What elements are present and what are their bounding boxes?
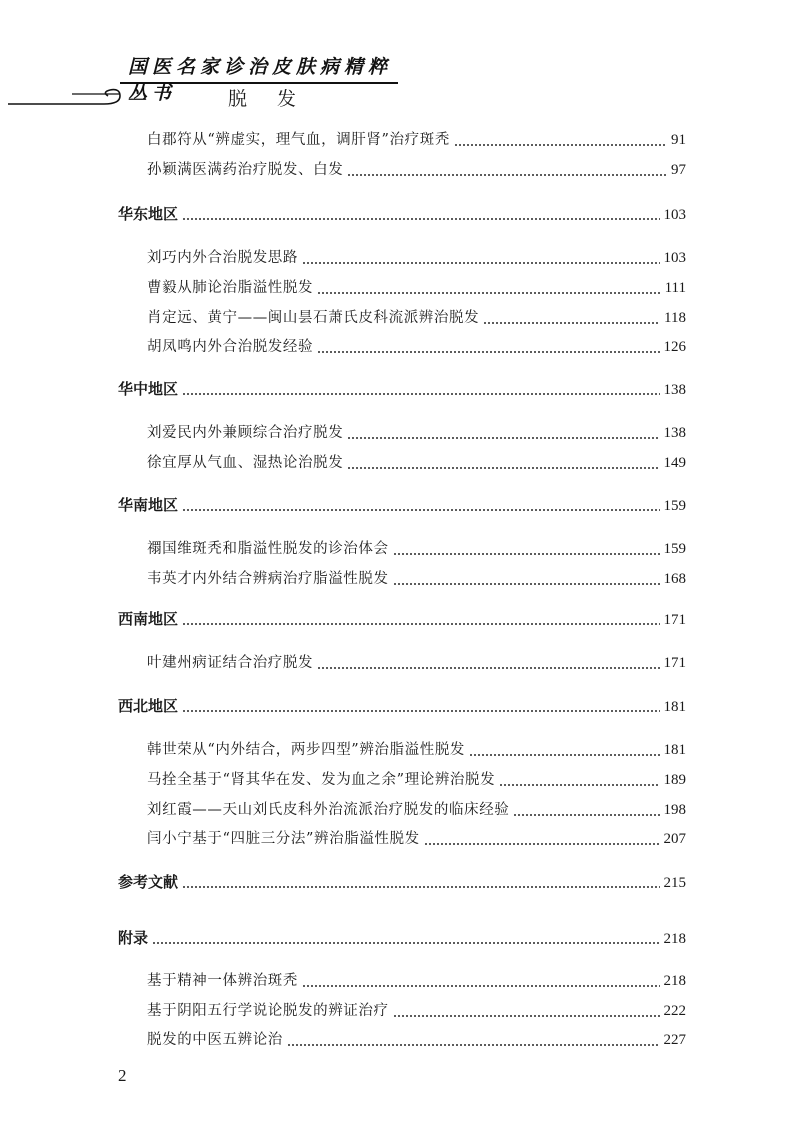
toc-section-heading [118, 606, 686, 632]
dot-leader [499, 767, 659, 793]
toc-entry [147, 245, 686, 271]
entry-page-number: 207 [663, 831, 686, 847]
page-number: 2 [118, 1066, 127, 1085]
toc-entry [147, 737, 686, 763]
dot-leader [302, 968, 660, 994]
entry-page-number: 218 [663, 931, 686, 947]
dot-leader [317, 275, 661, 301]
entry-page-number: 218 [663, 973, 686, 989]
entry-title: 刘巧内外合治脱发思路 [147, 250, 298, 266]
entry-title: 闫小宁基于“四脏三分法”辨治脂溢性脱发 [147, 831, 420, 847]
entry-page-number: 159 [663, 498, 686, 514]
entry-page-number: 149 [663, 455, 686, 471]
entry-page-number: 97 [671, 162, 686, 178]
dot-leader [302, 245, 660, 271]
dot-leader [182, 606, 659, 632]
dot-leader [182, 201, 659, 227]
entry-page-number: 168 [663, 571, 686, 587]
volume-title: 脱 发 [228, 88, 309, 110]
entry-title: 脱发的中医五辨论治 [147, 1032, 283, 1048]
dot-leader [483, 305, 660, 331]
entry-page-number: 215 [663, 875, 686, 891]
entry-title: 基于精神一体辨治斑秃 [147, 973, 298, 989]
entry-page-number: 198 [663, 802, 686, 818]
dot-leader [424, 826, 660, 852]
dot-leader [317, 650, 659, 676]
toc-entry [147, 998, 686, 1024]
entry-page-number: 222 [663, 1003, 686, 1019]
section-title: 附录 [118, 929, 149, 947]
entry-title: 肖定远、黄宁——闽山昙石萧氏皮科流派辨治脱发 [147, 310, 480, 326]
toc-entry [147, 275, 686, 301]
section-title: 华东地区 [118, 205, 179, 223]
dot-leader [182, 869, 659, 895]
toc-section-heading [118, 201, 686, 227]
toc-entry [147, 450, 686, 476]
entry-title: 韦英才内外结合辨病治疗脂溢性脱发 [147, 571, 389, 587]
toc-entry [147, 334, 686, 360]
toc-entry [147, 797, 686, 823]
section-title: 华中地区 [118, 380, 179, 398]
entry-page-number: 171 [663, 612, 686, 628]
section-title: 西北地区 [118, 697, 179, 715]
dot-leader [182, 376, 659, 402]
toc-entry [147, 536, 686, 562]
toc-entry [147, 968, 686, 994]
toc-entry [147, 420, 686, 446]
dot-leader [513, 797, 659, 823]
dot-leader [454, 127, 667, 153]
entry-title: 刘爱民内外兼顾综合治疗脱发 [147, 425, 344, 441]
entry-title: 叶建州病证结合治疗脱发 [147, 655, 314, 671]
toc-entry [147, 566, 686, 592]
entry-page-number: 171 [663, 655, 686, 671]
entry-page-number: 103 [663, 207, 686, 223]
toc-entry [147, 767, 686, 793]
entry-page-number: 227 [663, 1032, 686, 1048]
toc-section-heading [118, 925, 686, 951]
entry-title: 马拴全基于“肾其华在发、发为血之余”理论辨治脱发 [147, 772, 496, 788]
dot-leader [347, 420, 659, 446]
entry-title: 韩世荣从“内外结合，两步四型”辨治脂溢性脱发 [147, 742, 466, 758]
entry-title: 刘红霞——天山刘氏皮科外治流派治疗脱发的临床经验 [147, 802, 510, 818]
entry-title: 禤国维斑秃和脂溢性脱发的诊治体会 [147, 541, 389, 557]
entry-title: 孙颖满医满药治疗脱发、白发 [147, 162, 344, 178]
dot-leader [393, 998, 660, 1024]
dot-leader [393, 536, 660, 562]
dot-leader [347, 450, 659, 476]
dot-leader [347, 157, 667, 183]
entry-page-number: 111 [664, 280, 686, 296]
entry-title: 胡凤鸣内外合治脱发经验 [147, 339, 314, 355]
dot-leader [317, 334, 659, 360]
toc-entry [147, 157, 686, 183]
entry-page-number: 138 [663, 382, 686, 398]
toc-entry [147, 305, 686, 331]
toc-section-heading [118, 492, 686, 518]
entry-page-number: 138 [663, 425, 686, 441]
entry-page-number: 91 [671, 132, 686, 148]
section-title: 西南地区 [118, 610, 179, 628]
dot-leader [393, 566, 660, 592]
entry-page-number: 159 [663, 541, 686, 557]
series-title: 国医名家诊治皮肤病精粹丛书 [128, 56, 393, 104]
toc-section-heading [118, 869, 686, 895]
toc-section-heading [118, 693, 686, 719]
toc-entry [147, 127, 686, 153]
entry-page-number: 189 [663, 772, 686, 788]
section-title: 参考文献 [118, 873, 179, 891]
dot-leader [152, 925, 659, 951]
dot-leader [469, 737, 659, 763]
entry-page-number: 181 [663, 742, 686, 758]
toc-entry [147, 1027, 686, 1053]
dot-leader [182, 693, 659, 719]
entry-page-number: 103 [663, 250, 686, 266]
section-title: 华南地区 [118, 496, 179, 514]
entry-page-number: 126 [663, 339, 686, 355]
entry-page-number: 118 [664, 310, 686, 326]
toc-entry [147, 650, 686, 676]
entry-title: 白郡符从“辨虚实，理气血，调肝肾”治疗斑秃 [147, 132, 450, 148]
entry-title: 基于阴阳五行学说论脱发的辨证治疗 [147, 1003, 389, 1019]
entry-title: 曹毅从肺论治脂溢性脱发 [147, 280, 314, 296]
entry-title: 徐宜厚从气血、湿热论治脱发 [147, 455, 344, 471]
toc-entry [147, 826, 686, 852]
toc-section-heading [118, 376, 686, 402]
dot-leader [287, 1027, 660, 1053]
dot-leader [182, 492, 659, 518]
entry-page-number: 181 [663, 699, 686, 715]
